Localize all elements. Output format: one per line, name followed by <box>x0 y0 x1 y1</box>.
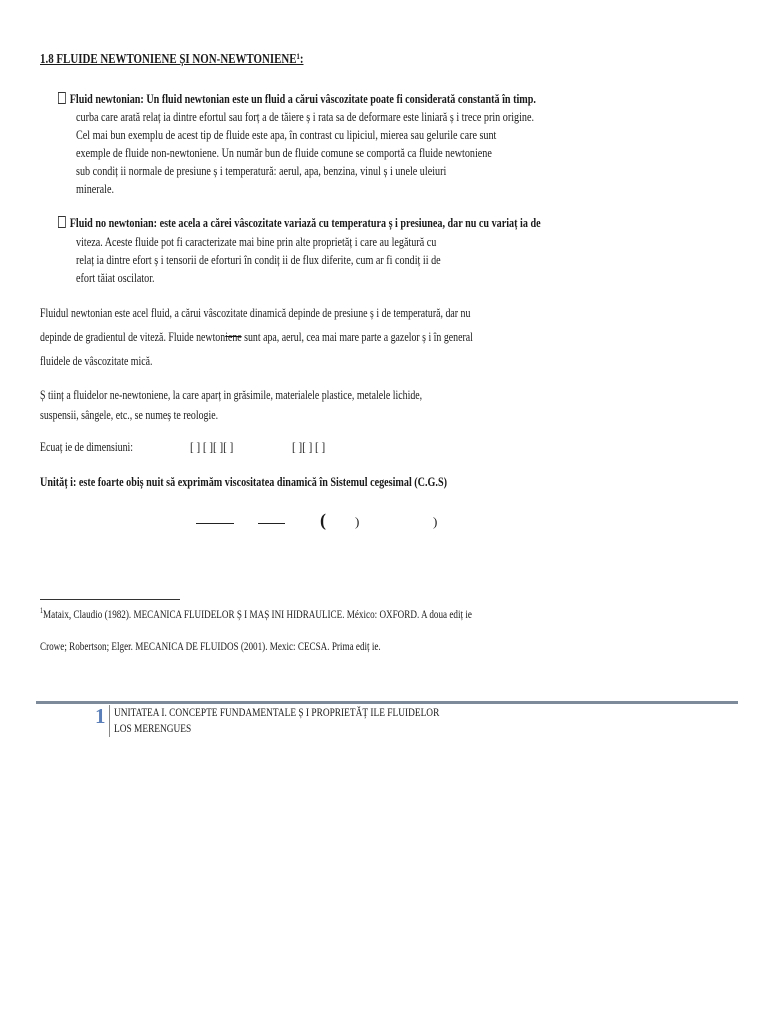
footnote-separator <box>40 599 180 600</box>
equation-right-brackets: [ ][ ] [ ] <box>292 439 326 454</box>
footer-divider <box>109 705 110 737</box>
units-statement: Unităț i: este foarte obiș nuit să exprimăm viscositatea dinamică în Sistemul cegesimal (C.G.S) <box>40 474 447 489</box>
footnote-1 <box>40 606 472 622</box>
footer-unit-title: UNITATEA I. CONCEPTE FUNDAMENTALE Ș I PROPRIETĂȚ ILE FLUIDELOR <box>114 705 440 719</box>
bullet-non-newtonian-line: efort tăiat oscilator. <box>76 270 155 285</box>
footer-author: LOS MERENGUES <box>114 721 192 735</box>
formula-open-paren: ( <box>320 510 326 530</box>
paragraph-text: depinde de gradientul de viteză. Fluide newton <box>40 329 226 344</box>
equation-label: Ecuaț ie de dimensiuni: <box>40 439 134 454</box>
bullet-non-newtonian-line: viteza. Aceste fluide pot fi caracterizate mai bine prin alte proprietăț i care au legătură cu <box>76 234 437 249</box>
bullet-newtonian-line: curba care arată relaț ia dintre efortul sau forț a de tăiere ș i rata sa de deformare este liniară ș i trece prin origine. <box>76 109 535 124</box>
bullet-non-newtonian-line: relaț ia dintre efort ș i tensorii de eforturi în condiț ii de flux diferite, cum ar fi condiț ii de <box>76 252 441 267</box>
bullet-newtonian-title <box>58 91 536 107</box>
bullet-newtonian-line: exemple de fluide non-newtoniene. Un număr bun de fluide comune se comportă ca fluide newtoniene <box>76 145 492 160</box>
footnote-marker: 1 <box>40 606 44 615</box>
bullet-newtonian-line: Cel mai bun exemplu de acest tip de fluide este apa, în contrast cu lipiciul, mierea sau gelurile care sunt <box>76 127 497 142</box>
bullet-newtonian-title-text: Fluid newtonian: Un fluid newtonian este un fluid a cărui vâscozitate poate fi considerată constantă în timp. <box>69 91 536 106</box>
footnote-1-text: Mataix, Claudio (1982). MECANICA FLUIDELOR Ș I MAȘ INI HIDRAULICE. México: OXFORD. A doua ediț ie <box>43 607 472 621</box>
paragraph-newtonian-line: fluidele de vâscozitate mică. <box>40 353 153 368</box>
footnote-2: Crowe; Robertson; Elger. MECANICA DE FLUIDOS (2001). Mexic: CECSA. Prima ediț ie. <box>40 639 381 653</box>
fraction-bar <box>258 523 285 524</box>
paragraph-rheology-line: suspensii, sângele, etc., se numeș te reologie. <box>40 407 219 422</box>
strikethrough-text: iene <box>225 329 242 344</box>
paragraph-newtonian-line <box>40 329 473 345</box>
bullet-non-newtonian-title-text: Fluid no newtonian: este acela a cărei vâscozitate variază cu temperatura ș i presiunea, dar nu cu variaț ia de <box>69 215 541 230</box>
equation-left-brackets: [ ] [ ][ ][ ] <box>190 439 234 454</box>
bullet-newtonian-line: minerale. <box>76 181 115 196</box>
formula-close-paren: ) <box>433 514 438 529</box>
paragraph-text: sunt apa, aerul, cea mai mare parte a gazelor ș i în general <box>241 329 473 344</box>
fraction-bar <box>196 523 234 524</box>
bullet-non-newtonian-title <box>58 215 541 231</box>
footer-page-number: 1 <box>95 704 106 728</box>
section-heading: 1.8 FLUIDE NEWTONIENE ȘI NON-NEWTONIENE¹: <box>40 52 304 67</box>
checkbox-bullet-icon <box>58 92 66 104</box>
paragraph-rheology-line: Ș tiinț a fluidelor ne-newtoniene, la care aparț in grăsimile, materialele plastice, metalele lichide, <box>40 387 423 402</box>
bullet-newtonian-line: sub condiț ii normale de presiune ș i temperatură: aerul, apa, benzina, vinul ș i unele uleiuri <box>76 163 447 178</box>
footer-rule <box>36 701 738 704</box>
paragraph-newtonian-line: Fluidul newtonian este acel fluid, a cărui vâscozitate dinamică depinde de presiune ș i de temperatură, dar nu <box>40 305 471 320</box>
checkbox-bullet-icon <box>58 216 66 228</box>
formula-close-paren: ) <box>355 514 360 529</box>
